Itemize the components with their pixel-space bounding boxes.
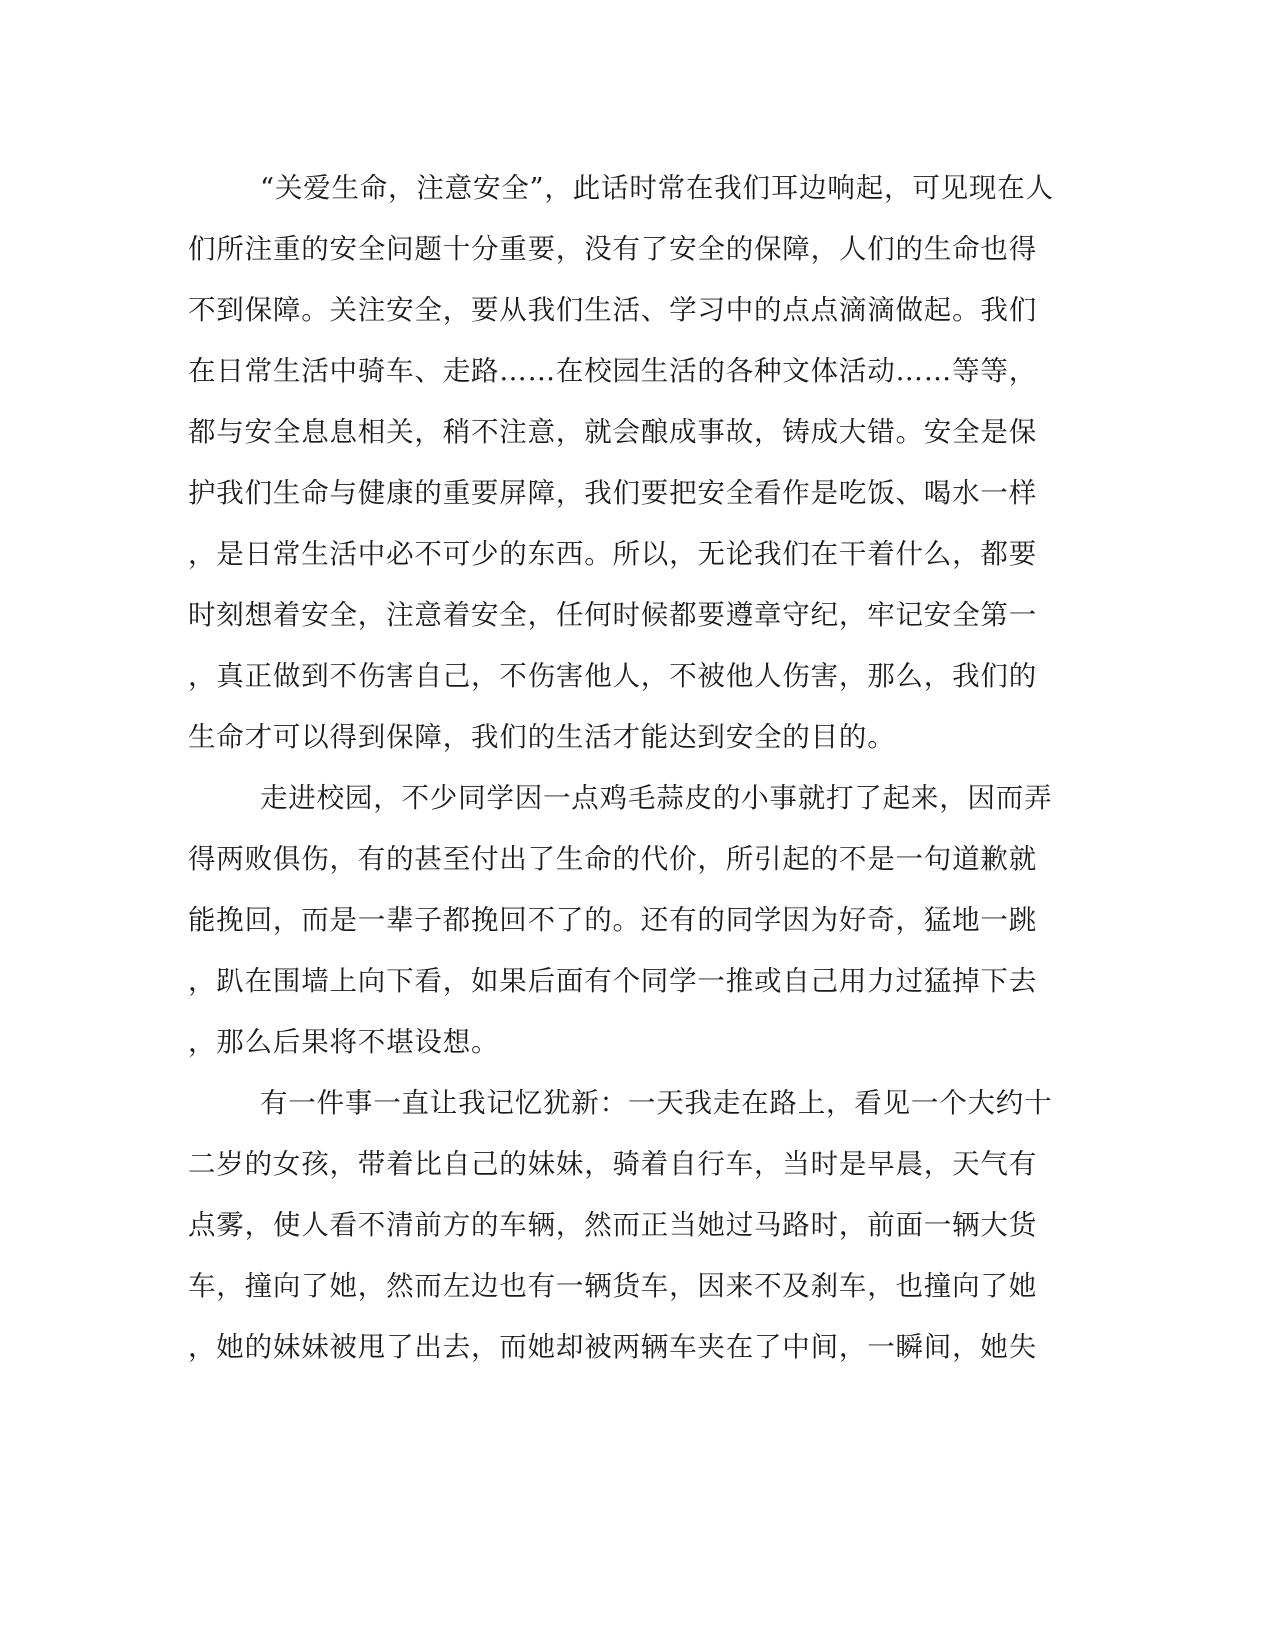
text-line: 生命才可以得到保障，我们的生活才能达到安全的目的。 [188, 721, 896, 753]
text-line: 车，撞向了她，然而左边也有一辆货车，因来不及刹车，也撞向了她 [188, 1270, 1037, 1302]
paragraph-2 [188, 768, 1066, 1073]
text-line: 时刻想着安全，注意着安全，任何时候都要遵章守纪，牢记安全第一 [188, 599, 1037, 631]
text-line: ，她的妹妹被甩了出去，而她却被两辆车夹在了中间，一瞬间，她失 [188, 1331, 1037, 1363]
text-line: 有一件事一直让我记忆犹新：一天我走在路上，看见一个大约十 [260, 1087, 1053, 1119]
text-line: 能挽回，而是一辈子都挽回不了的。还有的同学因为好奇，猛地一跳 [188, 904, 1037, 936]
text-line: ，是日常生活中必不可少的东西。所以，无论我们在干着什么，都要 [188, 538, 1037, 570]
text-line: 二岁的女孩，带着比自己的妹妹，骑着自行车，当时是早晨，天气有 [188, 1148, 1037, 1180]
text-line: 不到保障。关注安全，要从我们生活、学习中的点点滴滴做起。我们 [188, 294, 1037, 326]
text-line: 都与安全息息相关，稍不注意，就会酿成事故，铸成大错。安全是保 [188, 416, 1037, 448]
text-line: 点雾，使人看不清前方的车辆，然而正当她过马路时，前面一辆大货 [188, 1209, 1037, 1241]
text-line: ，那么后果将不堪设想。 [188, 1026, 500, 1058]
paragraph-3 [188, 1073, 1066, 1378]
text-line: 护我们生命与健康的重要屏障，我们要把安全看作是吃饭、喝水一样 [188, 477, 1037, 509]
text-line: ，趴在围墙上向下看，如果后面有个同学一推或自己用力过猛掉下去 [188, 965, 1037, 997]
text-line: “关爱生命，注意安全”，此话时常在我们耳边响起，可见现在人 [260, 172, 1054, 204]
text-line: ，真正做到不伤害自己，不伤害他人，不被他人伤害，那么，我们的 [188, 660, 1037, 692]
text-line: 们所注重的安全问题十分重要，没有了安全的保障，人们的生命也得 [188, 233, 1037, 265]
paragraph-1 [188, 158, 1066, 768]
document-body [188, 158, 1066, 1378]
text-line: 走进校园，不少同学因一点鸡毛蒜皮的小事就打了起来，因而弄 [260, 782, 1053, 814]
text-line: 得两败俱伤，有的甚至付出了生命的代价，所引起的不是一句道歉就 [188, 843, 1037, 875]
text-line: 在日常生活中骑车、走路……在校园生活的各种文体活动……等等， [188, 355, 1037, 387]
